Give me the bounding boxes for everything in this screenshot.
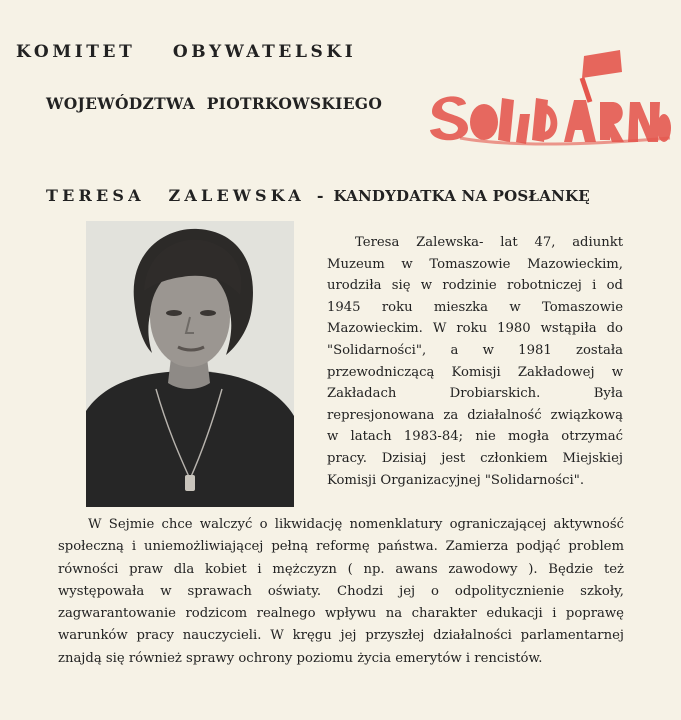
voivodeship-title: WOJEWÓDZTWA PIOTRKOWSKIEGO <box>46 94 383 113</box>
candidate-role: KANDYDATKA NA POSŁANKĘ <box>333 187 590 205</box>
committee-title: KOMITET OBYWATELSKI <box>16 42 357 62</box>
biography-paragraph: Teresa Zalewska- lat 47, adiunkt Muzeum w Tomaszowie Mazowieckim, urodziła się w rodzinie robotniczej i od 1945 roku mieszka w Tomaszowie Mazowieckim. W roku 1980 wstąpiła do "Solidarności", a w 1981 została przewodniczącą Komisji Zakładowej w Zakładach Drobiarskich. Była represjonowana za działalność związkową w latach 1983-84; nie mogła otrzymać pracy. Dzisiaj jest członkiem Miejskiej Komisji Organizacyjnej "Solidarności". <box>327 235 623 488</box>
portrait-photo-icon <box>86 221 294 507</box>
headline-separator: - <box>316 186 324 205</box>
candidate-headline <box>46 186 590 205</box>
candidate-name: TERESA ZALEWSKA <box>46 186 305 205</box>
program-paragraph: W Sejmie chce walczyć o likwidację nomenklatury ograniczającej aktywność społeczną i uniemożliwiającej pełną reformę państwa. Zamierza podjąć problem równości praw dla kobiet i mężczyzn ( np. awans zawodowy ). Będzie też występowała w sprawach oświaty. Chodzi jej o odpolitycznienie szkoły, zagwarantowanie rodzicom realnego wpływu na charakter edukacji i poprawę warunków pracy nauczycieli. W kręgu jej przyszłej działalności parlamentarnej znajdą się również sprawy ochrony poziomu życia emerytów i rencistów. <box>58 517 624 666</box>
solidarnosc-logo <box>424 42 672 152</box>
candidate-photo <box>86 221 294 507</box>
